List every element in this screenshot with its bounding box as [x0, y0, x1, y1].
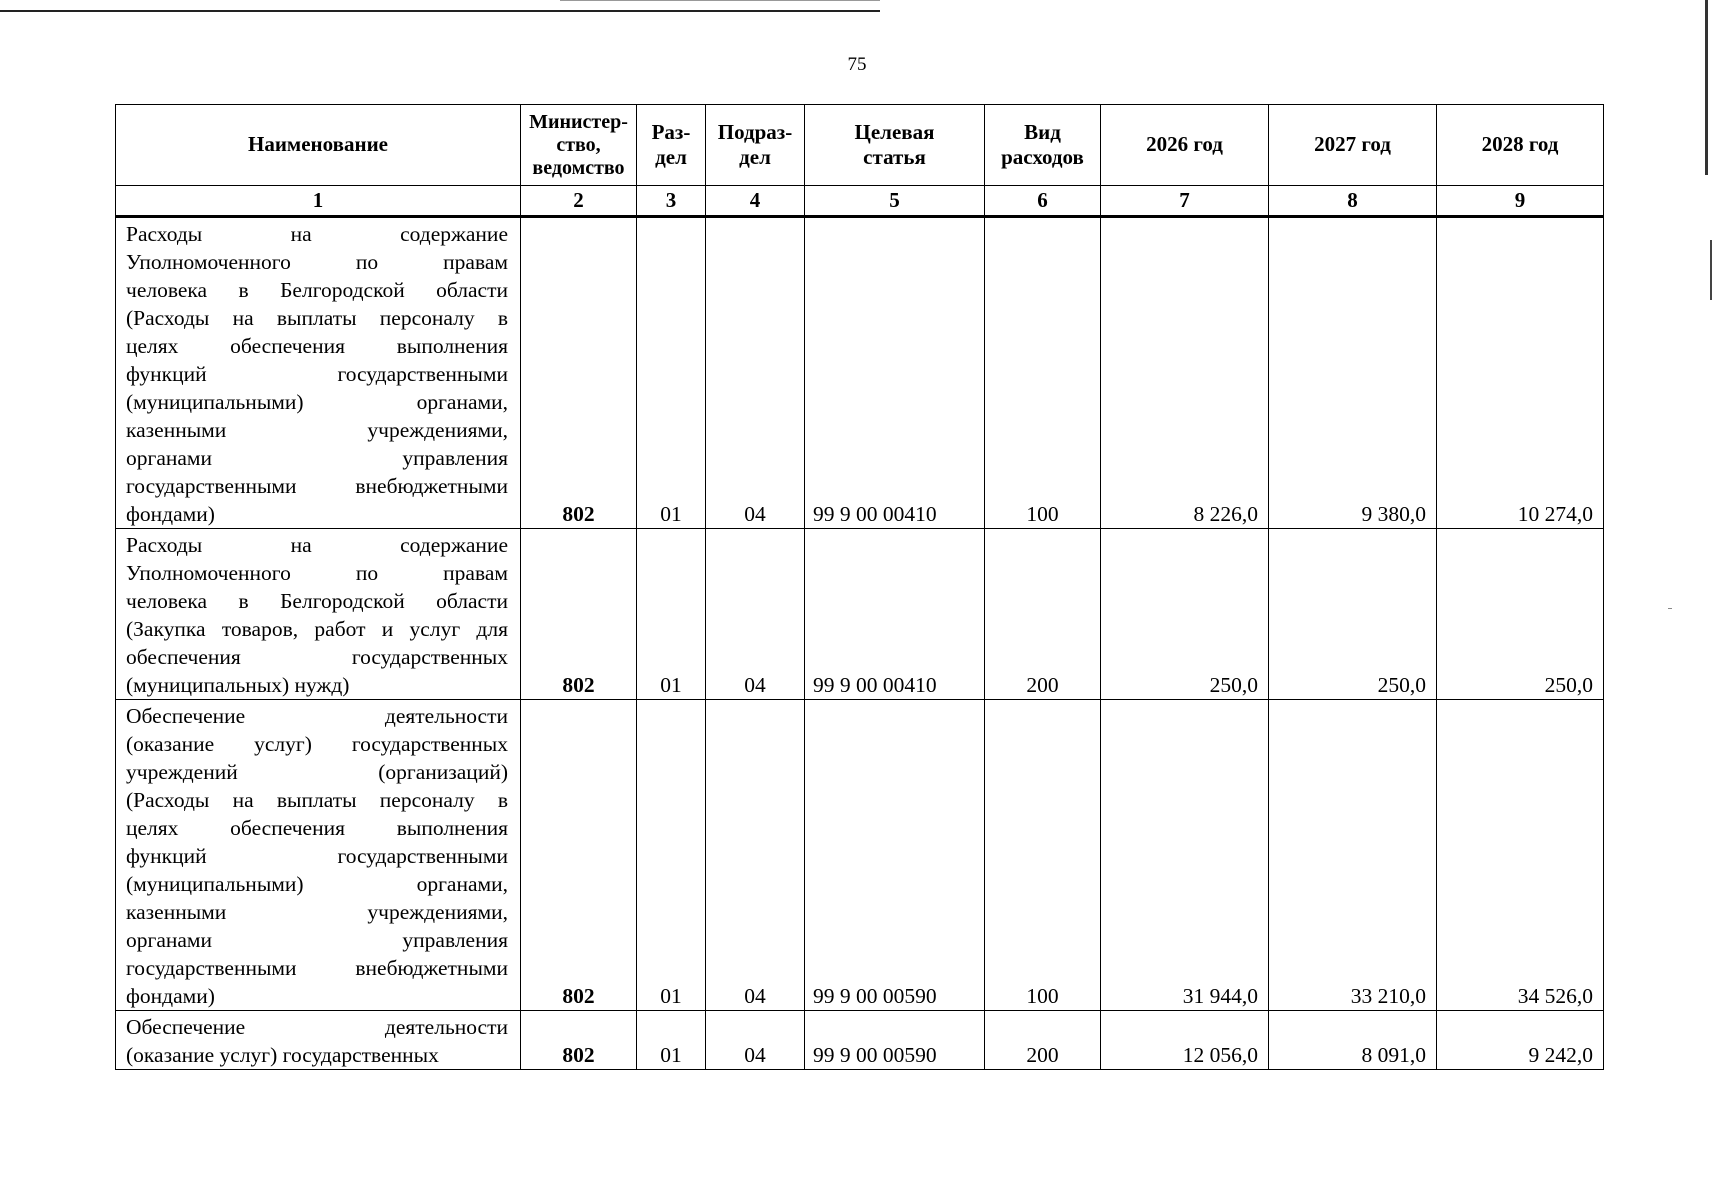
- row-vid-rashodov: 100: [985, 217, 1101, 529]
- row-name: [116, 217, 521, 529]
- column-number: 5: [805, 186, 985, 217]
- scan-edge-mark: [1705, 0, 1708, 175]
- scan-edge-line: [560, 0, 880, 1]
- row-name-line: государственными внебюджетными: [126, 956, 508, 980]
- row-name-line: Уполномоченного по правам: [126, 250, 508, 274]
- column-number: 2: [521, 186, 637, 217]
- page-number: 75: [847, 54, 867, 75]
- table-row: [116, 1011, 1604, 1070]
- row-podrazdel: 04: [706, 529, 805, 700]
- row-name-line: (муниципальных) нужд): [126, 673, 350, 697]
- header-celevaya-line: статья: [863, 145, 926, 169]
- row-ministry-code: 802: [521, 217, 637, 529]
- row-name-line: (Закупка товаров, работ и услуг для: [126, 617, 508, 641]
- row-name-line: (муниципальными) органами,: [126, 390, 508, 414]
- header-celevaya-line: Целевая: [854, 119, 935, 144]
- scan-edge-line: [0, 10, 880, 12]
- scan-speck: [1668, 608, 1672, 609]
- scan-edge-mark: [1710, 240, 1712, 300]
- row-name-line: фондами): [126, 984, 215, 1008]
- header-vid-line: расходов: [1001, 145, 1084, 169]
- row-name-line: казенными учреждениями,: [126, 418, 508, 442]
- row-podrazdel: 04: [706, 1011, 805, 1070]
- row-vid-rashodov: 100: [985, 700, 1101, 1011]
- row-name-line: человека в Белгородской области: [126, 278, 508, 302]
- row-name: [116, 700, 521, 1011]
- row-name-line: (муниципальными) органами,: [126, 872, 508, 896]
- row-celevaya-statya: 99 9 00 00590: [805, 700, 985, 1011]
- header-year-2028: 2028 год: [1437, 105, 1604, 186]
- row-name-line: Обеспечение деятельности: [126, 704, 508, 728]
- row-vid-rashodov: 200: [985, 1011, 1101, 1070]
- row-amount-2027: 250,0: [1269, 529, 1437, 700]
- row-celevaya-statya: 99 9 00 00410: [805, 529, 985, 700]
- table-row: [116, 700, 1604, 1011]
- row-amount-2026: 250,0: [1101, 529, 1269, 700]
- row-name-line: Расходы на содержание: [126, 533, 508, 557]
- row-amount-2028: 9 242,0: [1437, 1011, 1604, 1070]
- row-razdel: 01: [637, 529, 706, 700]
- row-name-line: Расходы на содержание: [126, 222, 508, 246]
- row-vid-rashodov: 200: [985, 529, 1101, 700]
- row-name-line: (Расходы на выплаты персоналу в: [126, 788, 508, 812]
- table-row: [116, 217, 1604, 529]
- row-podrazdel: 04: [706, 700, 805, 1011]
- row-name: [116, 1011, 521, 1070]
- table-header-row: [116, 105, 1604, 186]
- row-name-line: органами управления: [126, 928, 508, 952]
- header-razdel-line: дел: [655, 145, 687, 169]
- column-number: 1: [116, 186, 521, 217]
- row-amount-2028: 10 274,0: [1437, 217, 1604, 529]
- header-ministry-line: Министер-: [529, 110, 628, 133]
- row-razdel: 01: [637, 217, 706, 529]
- row-name-line: функций государственными: [126, 362, 508, 386]
- row-amount-2026: 12 056,0: [1101, 1011, 1269, 1070]
- row-name-line: государственными внебюджетными: [126, 474, 508, 498]
- row-razdel: 01: [637, 1011, 706, 1070]
- column-number: 3: [637, 186, 706, 217]
- header-razdel-line: Раз-: [651, 119, 691, 144]
- row-razdel: 01: [637, 700, 706, 1011]
- row-name-line: казенными учреждениями,: [126, 900, 508, 924]
- header-year-2027: 2027 год: [1269, 105, 1437, 186]
- header-podrazdel-line: Подраз-: [717, 119, 793, 144]
- row-name-line: Обеспечение деятельности: [126, 1015, 508, 1039]
- row-name-line: (оказание услуг) государственных: [126, 1043, 439, 1067]
- row-name-line: Уполномоченного по правам: [126, 561, 508, 585]
- row-name-line: учреждений (организаций): [126, 760, 508, 784]
- row-ministry-code: 802: [521, 1011, 637, 1070]
- row-name-line: целях обеспечения выполнения: [126, 816, 508, 840]
- row-celevaya-statya: 99 9 00 00410: [805, 217, 985, 529]
- column-number: 7: [1101, 186, 1269, 217]
- column-number: 9: [1437, 186, 1604, 217]
- header-year-2026: 2026 год: [1101, 105, 1269, 186]
- row-amount-2028: 34 526,0: [1437, 700, 1604, 1011]
- row-name-line: фондами): [126, 502, 215, 526]
- column-number-row: [116, 186, 1604, 217]
- header-ministry-line: ство,: [556, 133, 601, 156]
- row-amount-2026: 31 944,0: [1101, 700, 1269, 1011]
- row-ministry-code: 802: [521, 529, 637, 700]
- row-name-line: органами управления: [126, 446, 508, 470]
- row-name-line: (оказание услуг) государственных: [126, 732, 508, 756]
- row-name: [116, 529, 521, 700]
- row-ministry-code: 802: [521, 700, 637, 1011]
- header-ministry-line: ведомство: [532, 156, 625, 179]
- row-name-line: (Расходы на выплаты персоналу в: [126, 306, 508, 330]
- row-amount-2027: 9 380,0: [1269, 217, 1437, 529]
- row-amount-2027: 8 091,0: [1269, 1011, 1437, 1070]
- row-name-line: функций государственными: [126, 844, 508, 868]
- header-ministry: [521, 105, 637, 186]
- header-vid-line: Вид: [1024, 119, 1061, 144]
- header-podrazdel-line: дел: [739, 145, 771, 169]
- row-name-line: целях обеспечения выполнения: [126, 334, 508, 358]
- row-amount-2028: 250,0: [1437, 529, 1604, 700]
- row-amount-2026: 8 226,0: [1101, 217, 1269, 529]
- table-row: [116, 529, 1604, 700]
- header-razdel: [637, 105, 706, 186]
- column-number: 8: [1269, 186, 1437, 217]
- row-name-line: человека в Белгородской области: [126, 589, 508, 613]
- row-podrazdel: 04: [706, 217, 805, 529]
- column-number: 4: [706, 186, 805, 217]
- header-podrazdel: [706, 105, 805, 186]
- header-celevaya-statya: [805, 105, 985, 186]
- header-name: Наименование: [116, 105, 521, 186]
- row-celevaya-statya: 99 9 00 00590: [805, 1011, 985, 1070]
- budget-table: [115, 104, 1604, 1070]
- row-name-line: обеспечения государственных: [126, 645, 508, 669]
- header-vid-rashodov: [985, 105, 1101, 186]
- column-number: 6: [985, 186, 1101, 217]
- row-amount-2027: 33 210,0: [1269, 700, 1437, 1011]
